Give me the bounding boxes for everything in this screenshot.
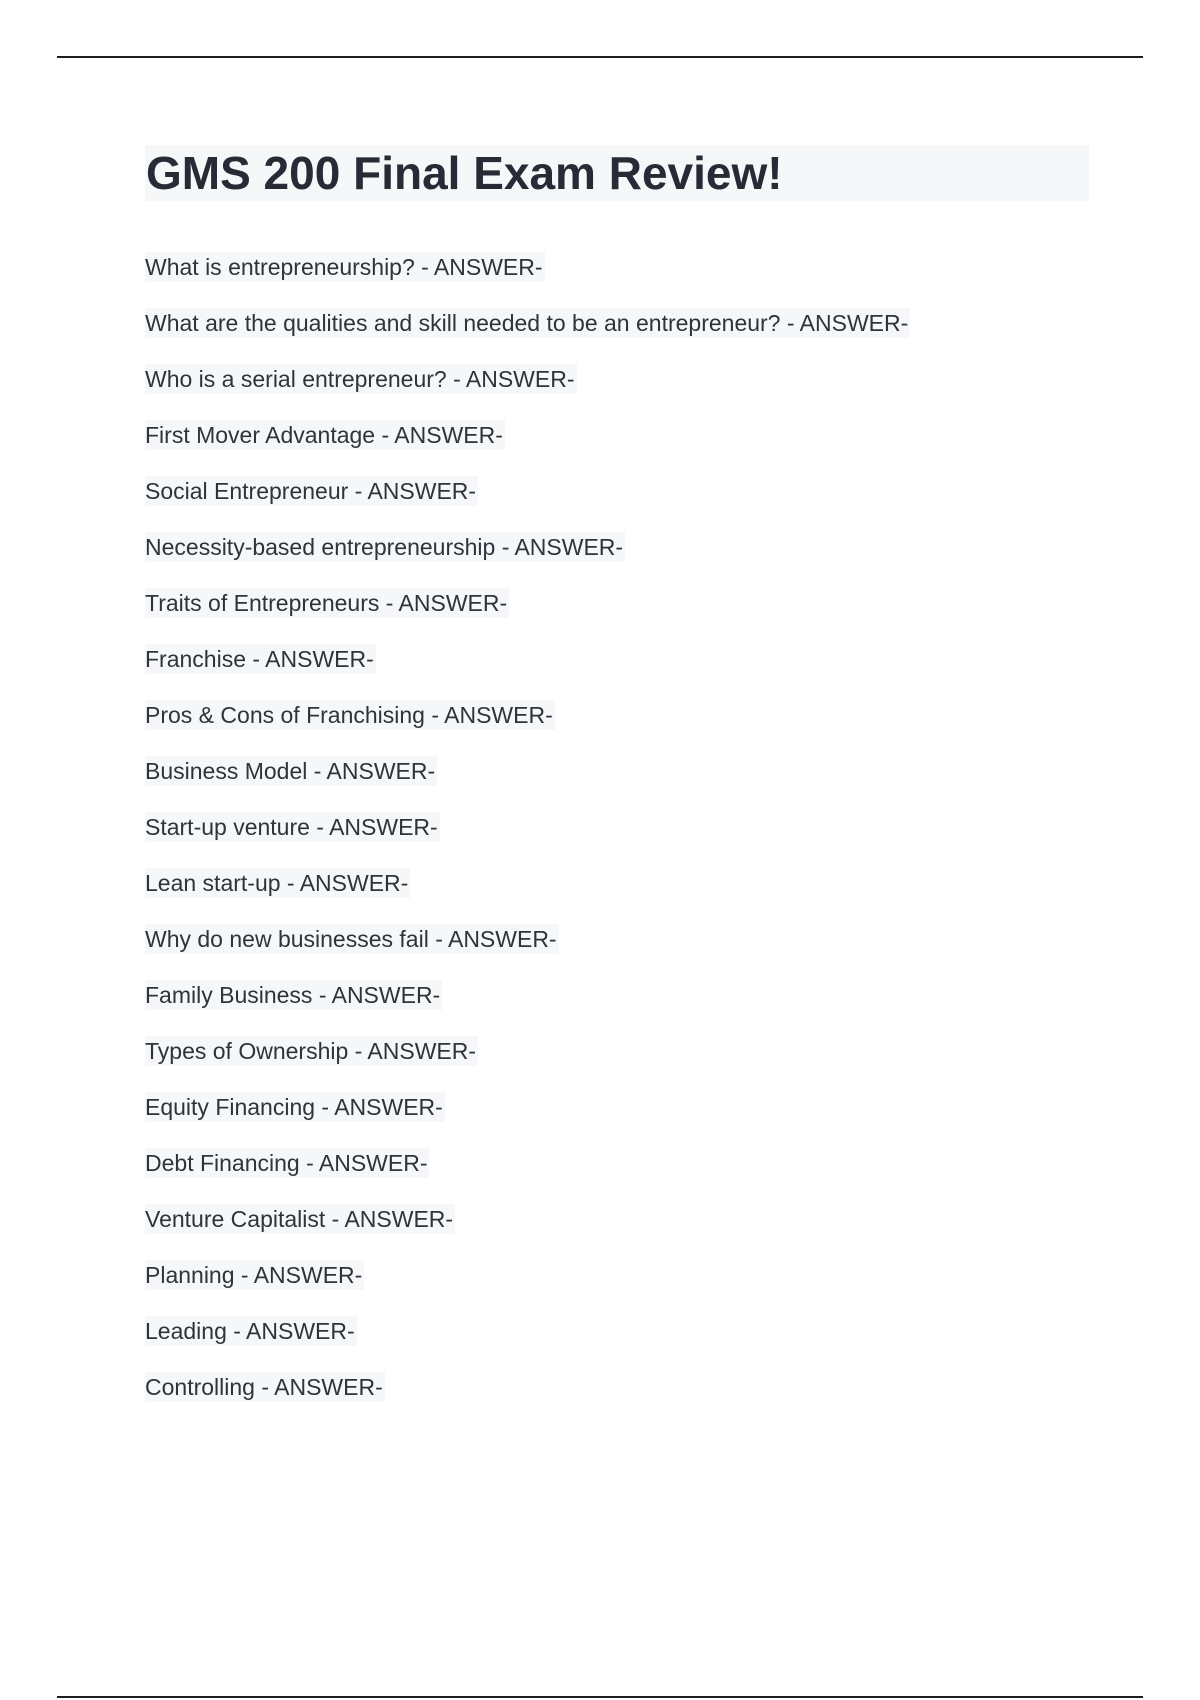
question-text: Equity Financing - ANSWER- bbox=[145, 1094, 443, 1120]
question-text: Why do new businesses fail - ANSWER- bbox=[145, 926, 557, 952]
question-text: Necessity-based entrepreneurship - ANSWER- bbox=[145, 534, 624, 560]
question-text: Leading - ANSWER- bbox=[145, 1318, 355, 1344]
list-item bbox=[145, 308, 910, 364]
question-text: Lean start-up - ANSWER- bbox=[145, 870, 409, 896]
question-text: Types of Ownership - ANSWER- bbox=[145, 1038, 477, 1064]
question-text: Social Entrepreneur - ANSWER- bbox=[145, 478, 477, 504]
list-item bbox=[145, 756, 910, 812]
question-text: What is entrepreneurship? - ANSWER- bbox=[145, 254, 543, 280]
question-text: Who is a serial entrepreneur? - ANSWER- bbox=[145, 366, 575, 392]
question-text: Debt Financing - ANSWER- bbox=[145, 1150, 428, 1176]
header-rule bbox=[57, 56, 1143, 58]
list-item bbox=[145, 588, 910, 644]
list-item bbox=[145, 532, 910, 588]
question-text: Controlling - ANSWER- bbox=[145, 1374, 383, 1400]
list-item bbox=[145, 1036, 910, 1092]
list-item bbox=[145, 1260, 910, 1316]
list-item bbox=[145, 980, 910, 1036]
question-list bbox=[145, 252, 910, 1428]
list-item bbox=[145, 476, 910, 532]
question-text: Traits of Entrepreneurs - ANSWER- bbox=[145, 590, 508, 616]
document-title: GMS 200 Final Exam Review! bbox=[146, 147, 783, 199]
list-item bbox=[145, 1372, 910, 1428]
list-item bbox=[145, 252, 910, 308]
list-item bbox=[145, 644, 910, 700]
list-item bbox=[145, 868, 910, 924]
question-text: Family Business - ANSWER- bbox=[145, 982, 441, 1008]
list-item bbox=[145, 1316, 910, 1372]
list-item bbox=[145, 1204, 910, 1260]
question-text: Start-up venture - ANSWER- bbox=[145, 814, 438, 840]
list-item bbox=[145, 420, 910, 476]
list-item bbox=[145, 1092, 910, 1148]
question-text: Franchise - ANSWER- bbox=[145, 646, 374, 672]
question-text: Planning - ANSWER- bbox=[145, 1262, 363, 1288]
list-item bbox=[145, 924, 910, 980]
question-text: What are the qualities and skill needed to be an entrepreneur? - ANSWER- bbox=[145, 310, 909, 336]
list-item bbox=[145, 700, 910, 756]
list-item bbox=[145, 1148, 910, 1204]
question-text: Pros & Cons of Franchising - ANSWER- bbox=[145, 702, 553, 728]
question-text: Venture Capitalist - ANSWER- bbox=[145, 1206, 454, 1232]
list-item bbox=[145, 364, 910, 420]
footer-rule bbox=[57, 1696, 1143, 1698]
list-item bbox=[145, 812, 910, 868]
question-text: First Mover Advantage - ANSWER- bbox=[145, 422, 503, 448]
question-text: Business Model - ANSWER- bbox=[145, 758, 436, 784]
